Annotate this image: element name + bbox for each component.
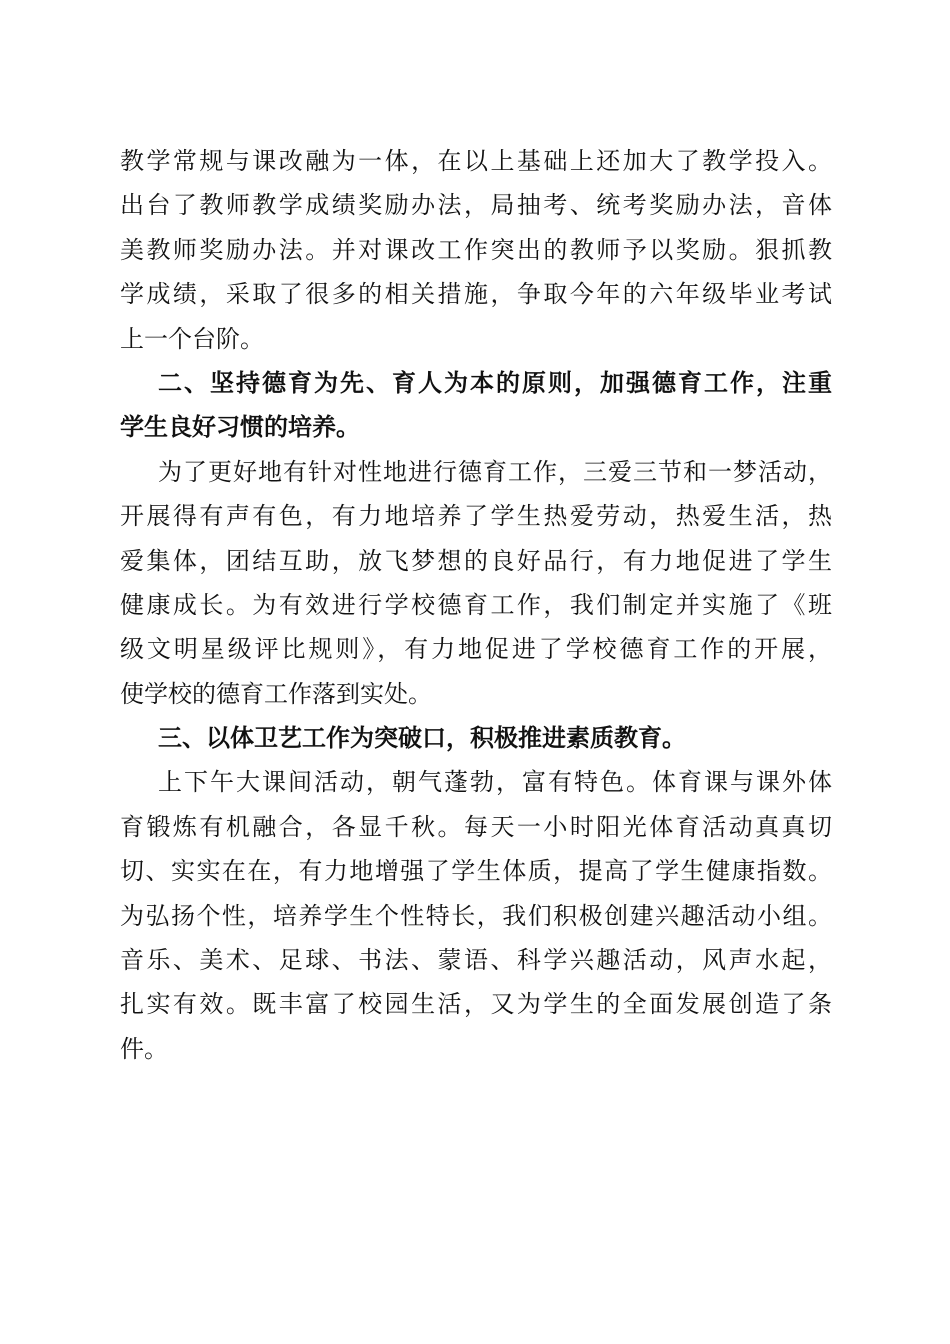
text-line: 出台了教师教学成绩奖励办法，局抽考、统考奖励办法，音体 <box>120 191 832 220</box>
text-line: 音乐、美术、足球、书法、蒙语、科学兴趣活动，风声水起， <box>120 946 832 975</box>
section-heading-moral-education <box>120 361 832 450</box>
text-line: 上下午大课间活动，朝气蓬勃，富有特色。体育课与课外体 <box>158 768 832 797</box>
heading-line: 学生良好习惯的培养。 <box>120 413 360 442</box>
text-line: 教学常规与课改融为一体，在以上基础上还加大了教学投入。 <box>120 147 832 175</box>
section-heading-sports-arts <box>120 716 832 760</box>
text-line: 美教师奖励办法。并对课改工作突出的教师予以奖励。狠抓教 <box>120 235 832 264</box>
text-line: 育锻炼有机融合，各显千秋。每天一小时阳光体育活动真真切 <box>120 812 832 841</box>
text-line: 件。 <box>120 1034 168 1063</box>
document-body <box>120 139 832 1071</box>
paragraph-teaching-investment <box>120 139 832 361</box>
text-line: 开展得有声有色，有力地培养了学生热爱劳动，热爱生活，热 <box>120 502 832 531</box>
paragraph-sports-arts <box>120 760 832 1071</box>
heading-line: 二、坚持德育为先、育人为本的原则，加强德育工作，注重 <box>158 368 832 397</box>
heading-line: 三、以体卫艺工作为突破口，积极推进素质教育。 <box>158 724 686 753</box>
text-line: 上一个台阶。 <box>120 324 264 353</box>
text-line: 为弘扬个性，培养学生个性特长，我们积极创建兴趣活动小组。 <box>120 901 832 930</box>
text-line: 切、实实在在，有力地增强了学生体质，提高了学生健康指数。 <box>120 857 832 886</box>
text-line: 扎实有效。既丰富了校园生活，又为学生的全面发展创造了条 <box>120 990 832 1019</box>
text-line: 级文明星级评比规则》，有力地促进了学校德育工作的开展， <box>120 635 832 664</box>
text-line: 学成绩，采取了很多的相关措施，争取今年的六年级毕业考试 <box>120 280 832 309</box>
paragraph-moral-education <box>120 450 832 716</box>
text-line: 健康成长。为有效进行学校德育工作，我们制定并实施了《班 <box>120 590 832 619</box>
text-line: 为了更好地有针对性地进行德育工作，三爱三节和一梦活动， <box>158 457 832 486</box>
text-line: 使学校的德育工作落到实处。 <box>120 679 432 708</box>
text-line: 爱集体，团结互助，放飞梦想的良好品行，有力地促进了学生 <box>120 546 832 575</box>
